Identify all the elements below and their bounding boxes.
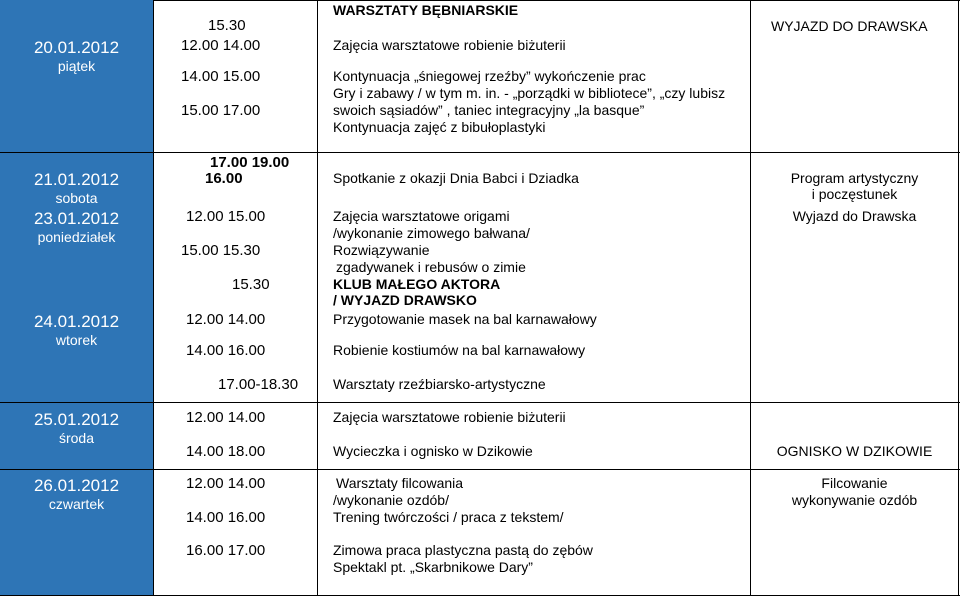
day-name: czwartek <box>48 496 105 512</box>
side-note: Program artystyczny <box>790 170 919 186</box>
time-slot: 12.00 14.00 <box>186 475 266 492</box>
activity: Warsztaty rzeźbiarsko-artystyczne <box>333 376 546 392</box>
activity: KLUB MAŁEGO AKTORA <box>333 276 501 292</box>
column-divider-date <box>153 0 154 596</box>
time-slot: 14.00 16.00 <box>186 509 266 526</box>
date-label: 23.01.2012 <box>33 209 120 228</box>
date-label: 26.01.2012 <box>33 476 120 495</box>
activity: Kontynuacja „śniegowej rzeźby” wykończenie prac <box>333 68 646 84</box>
date-cell-thursday <box>0 470 153 595</box>
time-slot: 14.00 16.00 <box>186 342 266 359</box>
activity: / WYJAZD DRAWSKO <box>333 292 477 308</box>
activity: Spotkanie z okazji Dnia Babci i Dziadka <box>333 170 579 186</box>
activity: /wykonanie ozdób/ <box>333 492 449 508</box>
activity: Robienie kostiumów na bal karnawałowy <box>333 342 586 358</box>
activity: Trening twórczości / praca z tekstem/ <box>333 509 564 525</box>
activity: Warsztaty filcowania <box>336 475 464 491</box>
activity: Kontynuacja zajęć z bibułoplastyki <box>333 119 546 135</box>
side-note: OGNISKO W DZIKOWIE <box>776 443 933 459</box>
time-slot: 17.00-18.30 <box>218 376 299 393</box>
date-cell-saturday-monday-tuesday <box>0 153 153 402</box>
time-slot: 12.00 14.00 <box>186 311 266 328</box>
column-divider-time <box>317 0 318 596</box>
activity: zgadywanek i rebusów o zimie <box>336 259 526 275</box>
column-divider-right <box>958 0 959 596</box>
trip-note: WYJAZD DO DRAWSKA <box>771 18 928 34</box>
activity: Zimowa praca plastyczna pastą do zębów <box>333 542 593 558</box>
day-name: piątek <box>57 58 96 74</box>
date-label: 21.01.2012 <box>33 170 120 189</box>
day-name: środa <box>58 430 95 446</box>
day-name: sobota <box>55 190 98 206</box>
activity: Gry i zabawy / w tym m. in. - „porządki w bibliotece”, „czy lubisz <box>333 85 726 101</box>
activity: Spektakl pt. „Skarbnikowe Dary” <box>333 559 533 575</box>
activity: Zajęcia warsztatowe origami <box>333 208 510 224</box>
activity: Rozwiązywanie <box>333 242 430 258</box>
time-slot: 15.00 15.30 <box>181 242 261 259</box>
time-slot: 15.30 <box>208 17 246 34</box>
date-label: 24.01.2012 <box>33 312 120 331</box>
date-cell-friday <box>0 0 153 152</box>
side-note: i poczęstunek <box>811 186 898 202</box>
time-slot: 14.00 15.00 <box>181 68 261 85</box>
activity: Zajęcia warsztatowe robienie biżuterii <box>333 409 566 425</box>
side-note: Filcowanie <box>821 475 888 491</box>
activity: Zajęcia warsztatowe robienie biżuterii <box>333 37 566 53</box>
time-slot: 16.00 <box>205 170 243 187</box>
date-label: 20.01.2012 <box>33 38 120 57</box>
activity: /wykonanie zimowego bałwana/ <box>333 225 530 241</box>
side-note: wykonywanie ozdób <box>791 492 918 508</box>
time-slot: 12.00 15.00 <box>186 208 266 225</box>
activity: Wycieczka i ognisko w Dzikowie <box>333 443 533 459</box>
time-slot: 15.30 <box>232 276 270 293</box>
day-name: poniedziałek <box>37 229 116 245</box>
date-cell-wednesday <box>0 403 153 469</box>
activity: Przygotowanie masek na bal karnawałowy <box>333 311 597 327</box>
time-slot: 17.00 19.00 <box>210 154 290 171</box>
time-slot: 16.00 17.00 <box>186 542 266 559</box>
time-slot: 12.00 14.00 <box>181 37 261 54</box>
time-slot: 15.00 17.00 <box>181 102 261 119</box>
date-label: 25.01.2012 <box>33 410 120 429</box>
side-note: Wyjazd do Drawska <box>792 208 917 224</box>
activity: swoich sąsiadów” , taniec integracyjny „la basque” <box>333 102 645 118</box>
time-slot: 14.00 18.00 <box>186 443 266 460</box>
time-slot: 12.00 14.00 <box>186 409 266 426</box>
day-name: wtorek <box>55 332 98 348</box>
activity-title: WARSZTATY BĘBNIARSKIE <box>333 2 519 18</box>
